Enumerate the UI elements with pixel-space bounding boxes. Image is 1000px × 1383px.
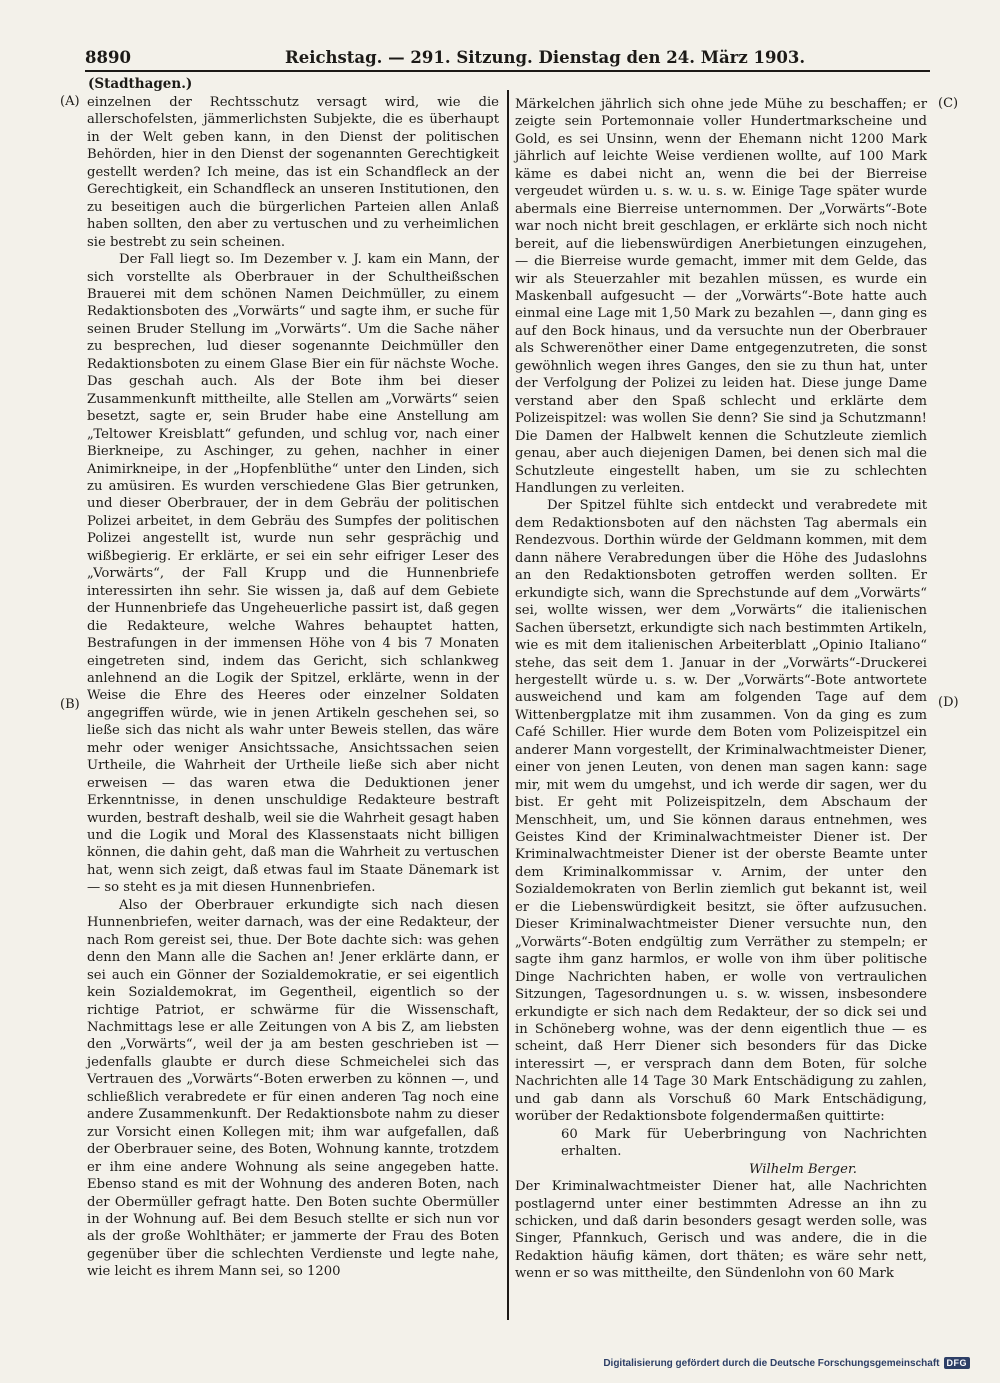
margin-mark-d: (D) <box>938 695 959 710</box>
margin-mark-c: (C) <box>938 96 959 111</box>
dfg-logo-icon: DFG <box>944 1357 971 1369</box>
running-title: Reichstag. — 291. Sitzung. Dienstag den 24. März 1903. <box>285 48 806 67</box>
paragraph: Also der Oberbrauer erkundigte sich nach diesen Hunnenbriefen, weiter darnach, was der eine Redakteur, der nach Rom gereist sei, thue. Der Bote dachte sich: was gehen denn den Mann alle die Sachen an! Jener erklärte dann, er sei auch ein Gönner der Sozialdemokratie, er sei eigentlich kein Sozialdemokrat, im Gegentheil, eigentlich so der richtige Patriot, er schwärme für die Wissenschaft, Nachmittags lese er alle Zeitungen von A bis Z, am liebsten den „Vorwärts“, weil der ja am besten geschrieben ist — jedenfalls glaubte er durch diese Schmeichelei sich das Vertrauen des „Vorwärts“-Boten erwerben zu können —, und schließlich verabredete er für einen anderen Tag noch eine andere Zusammenkunft. Der Redaktionsbote nahm zu dieser zur Vorsicht einen Kollegen mit; ihm war aufgefallen, daß der Oberbrauer seine, des Boten, Wohnung kannte, trotzdem er ihm eine andere Wohnung als seine angegeben hatte. Ebenso stand es mit der Wohnung des anderen Boten, nach der Obermüller gefragt hatte. Den Boten suchte Obermüller in der Wohnung auf. Bei dem Besuch stellte er sich nun vor als der große Wohlthäter; er jammerte der Frau des Boten gegenüber über die schlechten Verdienste und legte nahe, wie leicht es ihrem Mann sei, so 1200 <box>87 897 499 1280</box>
paragraph: Der Fall liegt so. Im Dezember v. J. kam ein Mann, der sich vorstellte als Oberbrauer in der Schultheißschen Brauerei mit dem schönen Namen Deichmüller, zu einem Redaktionsboten des „Vorwärts“ und sagte ihm, er suche für seinen Bruder Stellung im „Vorwärts“. Um die Sache näher zu besprechen, lud dieser sogenannte Deichmüller den Redaktionsboten zu einem Glase Bier ein für nächste Woche. Das geschah auch. Als der Bote ihm bei dieser Zusammenkunft mittheilte, alle Stellen am „Vorwärts“ seien besetzt, sagte er, sein Bruder habe eine Anstellung am „Teltower Kreisblatt“ gefunden, und schlug vor, nach einer Bierkneipe, zu Aschinger, zu gehen, nachher in einer Animirkneipe, in der „Hopfenblüthe“ unter den Linden, sich zu amüsiren. Es wurden verschiedene Glas Bier getrunken, und dieser Oberbrauer, der in dem Gebräu der politischen Polizei arbeitet, in dem Gebräu des Sumpfes der politischen Polizei angestellt ist, wurde nun sehr gesprächig und wißbegierig. Er erklärte, er sei ein sehr eifriger Leser des „Vorwärts“, der Fall Krupp und die Hunnenbriefe interessirten ihn sehr. Sie wissen ja, daß auf dem Gebiete der Hunnenbriefe das Ungeheuerliche passirt ist, daß gegen die Redakteure, welche Wahres behauptet hatten, Bestrafungen in der immensen Höhe von 4 bis 7 Monaten eingetreten sind, indem das Gericht, sich schlankweg anlehnend an die Logik der Spitzel, erklärte, wenn in der Weise die Ehre des Heeres oder einzelner Soldaten angegriffen würde, wie in jenen Artikeln geschehen sei, so ließe sich das nicht als wahr unter Beweis stellen, das wäre mehr oder weniger Ansichtssache, Ansichtssachen seien Urtheile, die Wahrheit der Urtheile ließe sich aber nicht erweisen — das waren etwa die Deduktionen jener Erkenntnisse, in denen unschuldige Redakteure bestraft wurden, bestraft deshalb, weil sie die Wahrheit gesagt haben und die Logik und Moral des Klassenstaats nicht billigen können, die dahin geht, daß man die Wahrheit zu vertuschen hat, wenn sich zeigt, daß etwas faul im Staate Dänemark ist — so steht es ja mit diesen Hunnenbriefen. <box>87 252 499 896</box>
right-column <box>515 96 927 1283</box>
paragraph: Märkelchen jährlich sich ohne jede Mühe zu beschaffen; er zeigte sein Portemonnaie voller Hundertmarkscheine und Gold, es sei Unsinn, wenn der Ehemann nicht 1200 Mark jährlich auf leichte Weise verdienen wollte, auf 100 Mark käme es dabei nicht an, wenn die bei der Bierreise vergeudet würden u. s. w. u. s. w. Einige Tage später wurde abermals eine Bierreise unternommen. Der „Vorwärts“-Bote war noch nicht breit geschlagen, er erklärte sich noch nicht bereit, auf die liebenswürdigen Anerbietungen einzugehen, — die Bierreise wurde gemacht, immer mit dem Gelde, das wir als Steuerzahler mit bezahlen müssen, es wurde ein Maskenball aufgesucht — der „Vorwärts“-Bote hatte auch einmal eine Lage mit 1,50 Mark zu bezahlen —, dann ging es auf den Bock hinaus, und da versuchte nun der Oberbrauer als Schwerenöther einer Dame entgegenzutreten, die sonst gewöhnlich wegen ihres Ganges, den sie zu thun hat, unter der Verfolgung der Polizei zu leiden hat. Diese junge Dame verstand aber den Spaß schlecht und erklärte dem Polizeispitzel: was wollen Sie denn? Sie sind ja Schutzmann! Die Damen der Halbwelt kennen die Schutzleute ziemlich genau, aber auch diejenigen Damen, bei denen sich mal die Schutzleute eingestellt haben, um sie zu schlechten Handlungen zu verleiten. <box>515 97 927 496</box>
digitization-footer <box>603 1357 970 1369</box>
margin-mark-b: (B) <box>60 697 80 712</box>
margin-mark-a: (A) <box>60 94 80 109</box>
page-number: 8890 <box>85 48 131 67</box>
speaker-tag: (Stadthagen.) <box>88 76 193 92</box>
paragraph: Der Spitzel fühlte sich entdeckt und verabredete mit dem Redaktionsboten auf den nächsten Tag abermals ein Rendezvous. Dorthin würde der Geldmann kommen, mit dem dann nähere Verabredungen über die Höhe des Judaslohns an den Redaktionsboten getroffen werden sollten. Er erkundigte sich, wann die Sprechstunde auf dem „Vorwärts“ sei, wollte wissen, wer dem „Vorwärts“ die italienischen Sachen übersetzt, erkundigte sich nach bestimmten Artikeln, wie es mit dem italienischen Arbeiterblatt „Opinio Italiano“ stehe, das seit dem 1. Januar in der „Vorwärts“-Druckerei hergestellt würde u. s. w. Der „Vorwärts“-Bote antwortete ausweichend und kam am folgenden Tage auf dem Wittenbergplatze mit ihm zusammen. Von da ging es zum Café Schiller. Hier wurde dem Boten vom Polizeispitzel ein anderer Mann vorgestellt, der Kriminalwachtmeister Diener, einer von jenen Leuten, von denen man sagen kann: sage mir, mit wem du umgehst, und ich werde dir sagen, wer du bist. Er geht mit Polizeispitzeln, dem Abschaum der Menschheit, um, und Sie können daraus entnehmen, wes Geistes Kind der Kriminalwachtmeister Diener ist. Der Kriminalwachtmeister Diener ist der oberste Beamte unter dem Kriminalkommissar v. Arnim, der unter den Sozialdemokraten von Berlin ziemlich gut bekannt ist, weil er die Liebenswürdigkeit besitzt, sie öfter aufzusuchen. Dieser Kriminalwachtmeister Diener versuchte nun, den „Vorwärts“-Boten endgültig zum Verräther zu stempeln; er sagte ihm ganz harmlos, er wolle von ihm über politische Dinge Nachrichten haben, er wolle von vertraulichen Sitzungen, Tagesordnungen u. s. w. wissen, insbesondere erkundigte er sich nach dem Redakteur, der so dick sei und in Schöneberg wohne, was der denn eigentlich thue — es scheint, daß Herr Diener sich besonders für das Dicke interessirt —, er versprach dann dem Boten, für solche Nachrichten alle 14 Tage 30 Mark Entschädigung zu zahlen, und gab dann als Vorschuß 60 Mark Entschädigung, worüber der Redaktionsbote folgendermaßen quittirte: <box>515 498 927 1125</box>
page-header <box>85 44 930 72</box>
paragraph: Der Kriminalwachtmeister Diener hat, alle Nachrichten postlagernd unter einer bestimmten Adresse an ihn zu schicken, und daß darin besonders gesagt werden solle, was Singer, Pfannkuch, Gerisch und was andere, die in die Redaktion häufig kämen, dort thäten; es wäre sehr nett, wenn er so was mittheilte, den Sündenlohn von 60 Mark <box>515 1179 927 1282</box>
receipt-quote: 60 Mark für Ueberbringung von Nachrichten erhalten. <box>561 1126 927 1160</box>
footer-text: Digitalisierung gefördert durch die Deutsche Forschungsgemeinschaft <box>603 1357 940 1369</box>
receipt-signature: Wilhelm Berger. <box>748 1161 857 1177</box>
column-divider <box>507 90 509 1320</box>
paragraph: einzelnen der Rechtsschutz versagt wird, wie die allerschofelsten, jämmerlichsten Subjekte, die es überhaupt in der Welt geben kann, in den Dienst der politischen Behörden, hier in den Dienst der sogenannten Gerechtigkeit gestellt werden? Ich meine, das ist ein Schandfleck an der Gerechtigkeit, ein Schandfleck an unseren Institutionen, den zu beseitigen auch die bürgerlichen Parteien allen Anlaß haben sollten, den aber zu vertuschen und zu verheimlichen sie bestrebt zu sein scheinen. <box>87 95 499 250</box>
left-column <box>87 94 499 1281</box>
